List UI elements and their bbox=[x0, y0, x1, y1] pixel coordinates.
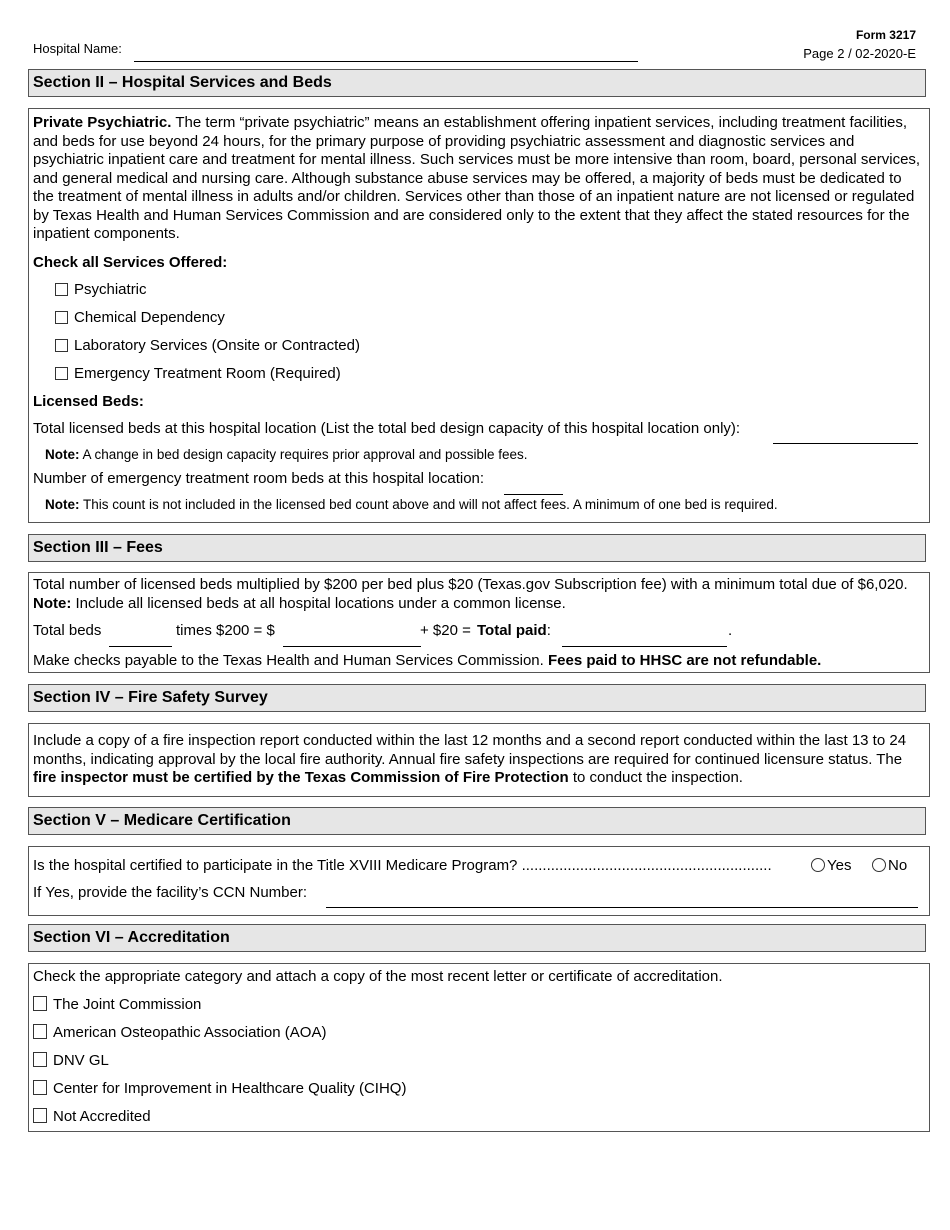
option-label: Center for Improvement in Healthcare Quality (CIHQ) bbox=[53, 1080, 407, 1097]
section-6-header: Section VI – Accreditation bbox=[28, 924, 926, 952]
private-psychiatric-paragraph bbox=[33, 114, 925, 244]
note-label: Note: bbox=[45, 447, 80, 462]
ccn-number-field[interactable] bbox=[326, 907, 918, 908]
hospital-name-field[interactable] bbox=[134, 61, 638, 62]
section-3-header: Section III – Fees bbox=[28, 534, 926, 562]
section-5-header: Section V – Medicare Certification bbox=[28, 807, 926, 835]
period: . bbox=[728, 622, 733, 639]
note-text: Include all licensed beds at all hospital locations under a common license. bbox=[71, 594, 566, 612]
service-laboratory[interactable] bbox=[55, 337, 360, 354]
section-5-box bbox=[28, 846, 930, 916]
radio-yes[interactable] bbox=[811, 858, 825, 872]
checkbox[interactable] bbox=[33, 1108, 47, 1123]
service-emergency-room[interactable] bbox=[55, 365, 341, 382]
service-label: Chemical Dependency bbox=[74, 309, 225, 326]
fire-safety-paragraph bbox=[33, 732, 925, 788]
checkbox[interactable] bbox=[55, 367, 68, 380]
accreditation-dnv-gl[interactable] bbox=[33, 1052, 109, 1069]
service-label: Psychiatric bbox=[74, 281, 147, 298]
hospital-name-label: Hospital Name: bbox=[33, 41, 122, 56]
fees-text: Total number of licensed beds multiplied by $200 per bed plus $20 (Texas.gov Subscription fee) with a minimum total due of $6,020. bbox=[33, 576, 908, 593]
service-psychiatric[interactable] bbox=[55, 281, 147, 298]
note-text: A change in bed design capacity requires prior approval and possible fees. bbox=[79, 447, 528, 462]
ccn-label: If Yes, provide the facility’s CCN Number: bbox=[33, 884, 308, 901]
option-label: DNV GL bbox=[53, 1052, 109, 1069]
service-label: Emergency Treatment Room (Required) bbox=[74, 365, 341, 382]
checkbox[interactable] bbox=[33, 1052, 47, 1067]
section-2-box bbox=[28, 108, 930, 523]
form-number: Form 3217 bbox=[855, 28, 916, 42]
total-paid-text: Total paid bbox=[477, 622, 547, 639]
plus-label: + $20 = bbox=[420, 622, 471, 639]
note-text: This count is not included in the licensed bed count above and will not affect fees. A minimum of one bed is required. bbox=[79, 497, 778, 512]
note-er-beds bbox=[45, 497, 778, 512]
fees-paragraph bbox=[33, 576, 925, 613]
er-beds-label: Number of emergency treatment room beds at this hospital location: bbox=[33, 470, 485, 487]
accreditation-aoa[interactable] bbox=[33, 1024, 326, 1041]
note-label: Note: bbox=[33, 594, 72, 612]
section-3-box bbox=[28, 572, 930, 673]
note-bed-capacity bbox=[45, 447, 528, 462]
fees-total-beds-field[interactable] bbox=[109, 646, 172, 647]
fire-inspector-requirement: fire inspector must be certified by the Texas Commission of Fire Protection bbox=[33, 769, 569, 786]
checkbox[interactable] bbox=[55, 311, 68, 324]
licensed-beds-heading: Licensed Beds: bbox=[33, 393, 144, 410]
fire-text-a: Include a copy of a fire inspection report conducted within the last 12 months and a second report conducted within the last 13 to 24 months, indicating approval by the local fire authority. Annual fire safety inspections are required for continued licensure status. The bbox=[33, 732, 907, 768]
checkbox[interactable] bbox=[33, 1080, 47, 1095]
intro-bold: Private Psychiatric. bbox=[33, 114, 172, 131]
checks-payable-text bbox=[33, 652, 821, 669]
checkbox[interactable] bbox=[33, 1024, 47, 1039]
accreditation-cihq[interactable] bbox=[33, 1080, 406, 1097]
section-4-header: Section IV – Fire Safety Survey bbox=[28, 684, 926, 712]
total-paid-label bbox=[477, 622, 551, 639]
fire-text-b: to conduct the inspection. bbox=[568, 769, 743, 786]
times-label: times $200 = $ bbox=[176, 622, 275, 639]
er-beds-field[interactable] bbox=[504, 494, 563, 495]
section-6-box bbox=[28, 963, 930, 1132]
intro-text: The term “private psychiatric” means an establishment offering inpatient services, including treatment facilities, and beds for use beyond 24 hours, for the primary purpose of providing psychiatric assessment and diagnostic services and psychiatric inpatient care and treatment for mental illness. Such services must be more intensive than room, board, personal services, and general medical and nursing care. Although substance abuse services may be offered, a majority of beds must be dedicated to the treatment of mental illness in adults and/or children. Services other than those of an inpatient nature are not licensed or regulated by Texas Health and Human Services Commission and are considered only to the extent that they affect the stated resources for the inpatient components. bbox=[33, 114, 921, 242]
option-label: The Joint Commission bbox=[53, 996, 202, 1013]
no-label: No bbox=[888, 857, 908, 874]
colon: : bbox=[546, 622, 551, 639]
medicare-yes-option[interactable] bbox=[811, 857, 851, 874]
checkbox[interactable] bbox=[55, 283, 68, 296]
checkbox[interactable] bbox=[33, 996, 47, 1011]
option-label: Not Accredited bbox=[53, 1108, 151, 1125]
total-beds-label: Total licensed beds at this hospital location (List the total bed design capacity of this hospital location only): bbox=[33, 420, 741, 437]
service-label: Laboratory Services (Onsite or Contracted) bbox=[74, 337, 360, 354]
services-heading: Check all Services Offered: bbox=[33, 254, 228, 271]
accreditation-joint-commission[interactable] bbox=[33, 996, 201, 1013]
accreditation-not-accredited[interactable] bbox=[33, 1108, 151, 1125]
not-refundable-text: Fees paid to HHSC are not refundable. bbox=[547, 652, 822, 669]
total-paid-field[interactable] bbox=[562, 646, 727, 647]
medicare-question: Is the hospital certified to participate in the Title XVIII Medicare Program? ............................................................ bbox=[33, 857, 772, 874]
note-label: Note: bbox=[45, 497, 80, 512]
subtotal-field[interactable] bbox=[283, 646, 421, 647]
checkbox[interactable] bbox=[55, 339, 68, 352]
option-label: American Osteopathic Association (AOA) bbox=[53, 1024, 327, 1041]
accreditation-instructions: Check the appropriate category and attach a copy of the most recent letter or certificate of accreditation. bbox=[33, 968, 723, 985]
radio-no[interactable] bbox=[872, 858, 886, 872]
page-info: Page 2 / 02-2020-E bbox=[803, 46, 916, 61]
section-2-header: Section II – Hospital Services and Beds bbox=[28, 69, 926, 97]
total-beds-field[interactable] bbox=[773, 443, 918, 444]
medicare-no-option[interactable] bbox=[872, 857, 907, 874]
checks-text: Make checks payable to the Texas Health and Human Services Commission. bbox=[33, 652, 548, 669]
service-chemical-dependency[interactable] bbox=[55, 309, 225, 326]
section-4-box bbox=[28, 723, 930, 797]
yes-label: Yes bbox=[827, 857, 852, 874]
total-beds-calc-label: Total beds bbox=[33, 622, 102, 639]
